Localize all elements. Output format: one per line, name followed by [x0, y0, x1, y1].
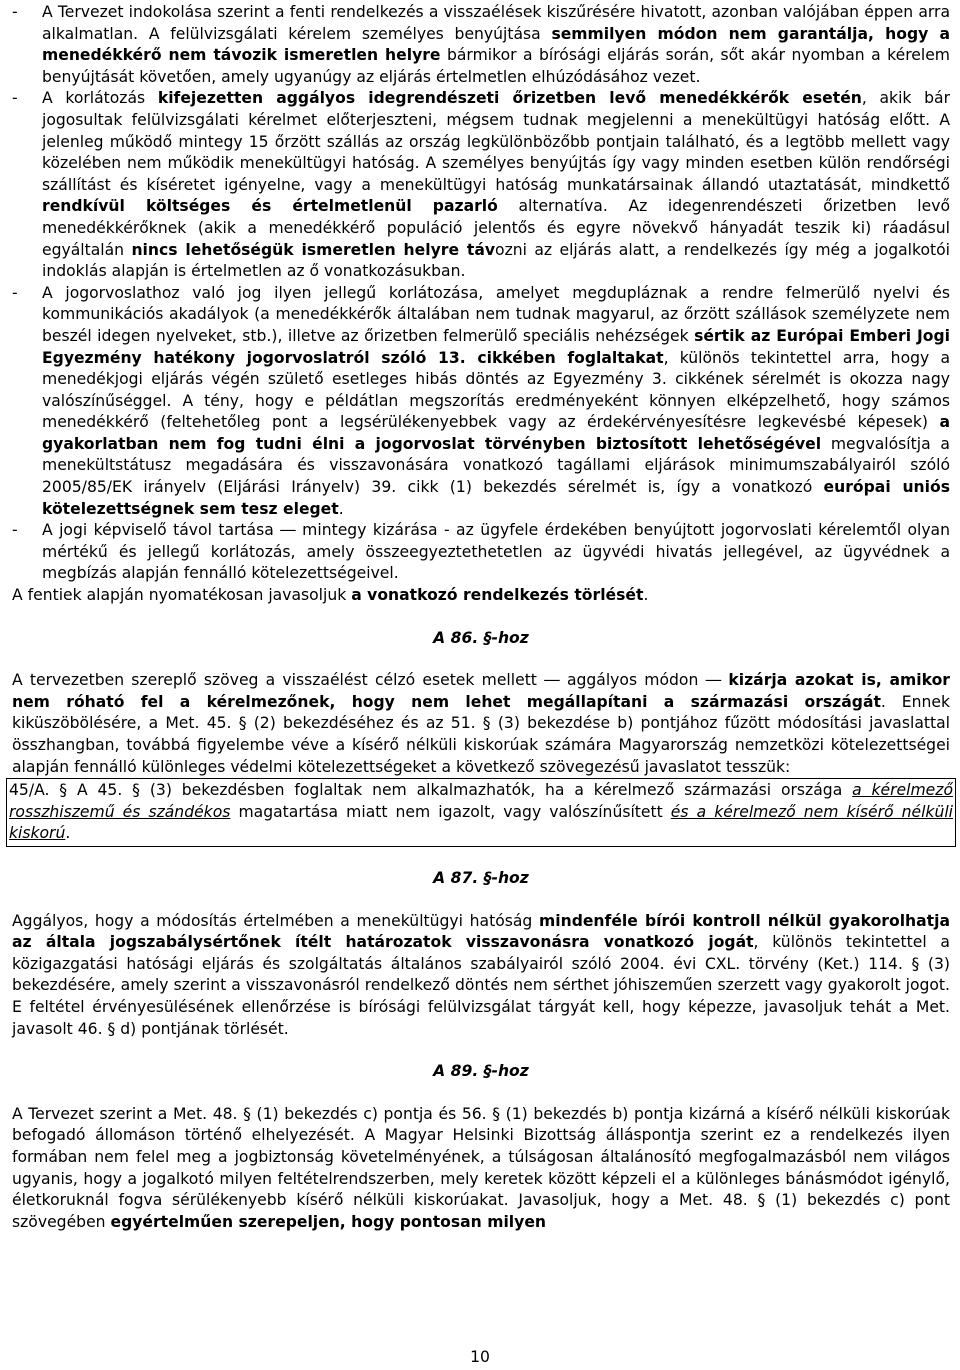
bullet-item [12, 88, 950, 282]
bullet-dash: - [12, 3, 18, 21]
paragraph-86: A tervezetben szereplő szöveg a visszaélést célzó esetek mellett ― aggályos módon ― kizárja azokat is, amikor nem róható fel a kérelmezőnek, hogy nem lehet megállapítani a származási országát. Ennek kiküszöbölésére, a Met. 45. § (2) bekezdéséhez és az 51. § (3) bekezdése b) pontjához fűzött módosítási javaslattal összhangban, továbbá figyelembe véve a kísérő nélküli kiskorúak számára Magyarország nemzetközi kötelezettségei alapján fennálló különleges védelmi kötelezettségeket a következő szövegezésű javaslatot tesszük: [12, 671, 950, 776]
section-heading-86: A 86. §-hoz [433, 628, 529, 647]
bullet-text: A Tervezet indokolása szerint a fenti rendelkezés a visszaélések kiszűrésére hivatott, azonban valójában éppen arra alkalmatlan. A felülvizsgálati kérelem személyes benyújtása semmilyen módon nem garantálja, hogy a menedékkérő nem távozik ismeretlen helyre bármikor a bírósági eljárás során, sőt akár nyomban a kérelem benyújtását követően, amely ugyanúgy az eljárás értelmetlen elhúzódásához vezet. [42, 3, 951, 86]
bullet-text: A jogi képviselő távol tartása ― mintegy kizárása - az ügyfele érdekében benyújtott jogorvoslati kérelemtől olyan mértékű és jellegű korlátozás, amely összeegyeztethetetlen az ügyvédi hivatás jellegével, az ügyvédnek a megbízás alapján fennálló kötelezettségeivel. [42, 521, 950, 583]
proposal-text: 45/A. § A 45. § (3) bekezdésben foglaltak nem alkalmazhatók, ha a kérelmező származási országa a kérelmező rosszhiszemű és szándékos magatartása miatt nem igazolt, vagy valószínűsített és a kérelmező nem kísérő nélküli kiskorú. [9, 781, 953, 843]
bullet-dash: - [12, 89, 18, 108]
section-heading-89: A 89. §-hoz [433, 1062, 529, 1081]
page-number: 10 [470, 1348, 490, 1366]
bullet-item [12, 520, 950, 585]
conclusion-paragraph: A fentiek alapján nyomatékosan javasoljuk a vonatkozó rendelkezés törlését. [12, 586, 649, 605]
paragraph-89: A Tervezet szerint a Met. 48. § (1) bekezdés c) pontja és 56. § (1) bekezdés b) pontja kizárná a kísérő nélküli kiskorúak befogadó állomáson történő elhelyezését. A Magyar Helsinki Bizottság álláspontja szerint ez a rendelkezés ilyen formában nem felel meg a jogbiztonság követelményének, a túlságosan általánosító megfogalmazásból nem világos ugyanis, hogy a jogalkotó milyen feltételrendszerben, mely keretek között képzeli el a különleges bánásmódot igénylő, életkoruknál fogva sérülékenyebb kísérő nélküli kiskorúakat. Javasoljuk, hogy a Met. 48. § (1) bekezdés c) pont szövegében egyértelműen szerepeljen, hogy pontosan milyen [12, 1104, 950, 1231]
bullet-dash: - [12, 283, 18, 302]
section-heading-87: A 87. §-hoz [433, 868, 529, 887]
paragraph-87: Aggályos, hogy a módosítás értelmében a menekültügyi hatóság mindenféle bírói kontroll nélkül gyakorolhatja az általa jogszabálysértőnek ítélt határozatok visszavonásra vonatkozó jogát, különös tekintettel a közigazgatási hatósági eljárás és szolgáltatás általános szabályairól szóló 2004. évi CXL. törvény (Ket.) 114. § (3) bekezdésére, amely szerint a visszavonásról rendelkező döntés nem sérthet jóhiszeműen szerzett vagy gyakorolt jogot. E feltétel érvényesülésének ellenőrzése is bírósági felülvizsgálat tárgyát kell, hogy képezze, javasoljuk tehát a Met. javasolt 46. § d) pontjának törlését. [12, 911, 950, 1038]
bullet-text: A korlátozás kifejezetten aggályos idegrendészeti őrizetben levő menedékkérők esetén, akik bár jogosultak felülvizsgálati kérelmet előterjeszteni, mégsem tudnak megjelenni a menekültügyi hatóság előtt. A jelenleg működő mintegy 15 őrzött szállás az ország legkülönbözőbb pontjain található, és a legtöbb mellett vagy közelében nem működik menekültügyi hatóság. A személyes benyújtás így vagy minden esetben külön rendőrségi szállítást és kíséretet igényelne, vagy a menekültügyi hatóság munkatársainak állandó utaztatását, mindkettő rendkívül költséges és értelmetlenül pazarló alternatíva. Az idegenrendészeti őrizetben levő menedékkérőknek (akik a menedékkérő populáció jelentős és egyre növekvő hányadát teszik ki) ráadásul egyáltalán nincs lehetőségük ismeretlen helyre távozni az eljárás alatt, a rendelkezés így még a jogalkotói indoklás alapján is értelmetlen az ő vonatkozásukban. [42, 89, 951, 281]
bullet-item [12, 283, 950, 521]
bullet-item [12, 2, 950, 88]
proposal-box [6, 778, 956, 847]
document-body [9, 2, 953, 1233]
bullet-dash: - [12, 521, 18, 540]
bullet-text: A jogorvoslathoz való jog ilyen jellegű korlátozása, amelyet megdupláznak a rendre felmerülő nyelvi és kommunikációs akadályok (a menedékkérők általában nem tudnak magyarul, az őrzött szállások személyzete nem beszél idegen nyelveket, stb.), illetve az őrizetben felmerülő speciális nehézségek sértik az Európai Emberi Jogi Egyezmény hatékony jogorvoslatról szóló 13. cikkében foglaltakat, különös tekintettel arra, hogy a menedékjogi eljárás végén születő esetleges hibás döntés az Egyezmény 3. cikkének sérelmét is okozza nagy valószínűséggel. A tény, hogy e példátlan megszorítás eredményeként könnyen elképzelhető, hogy számos menedékkérő (feltehetőleg pont a legsérülékenyebbek vagy az érdekérvényesítésre legkevésbé képesek) a gyakorlatban nem fog tudni élni a jogorvoslat törvényben biztosított lehetőségével megvalósítja a menekültstátusz megadására és visszavonására vonatkozó tagállami eljárások minimumszabályairól szóló 2005/85/EK irányelv (Eljárási Irányelv) 39. cikk (1) bekezdés sérelmét is, így a vonatkozó európai uniós kötelezettségnek sem tesz eleget. [42, 283, 951, 518]
